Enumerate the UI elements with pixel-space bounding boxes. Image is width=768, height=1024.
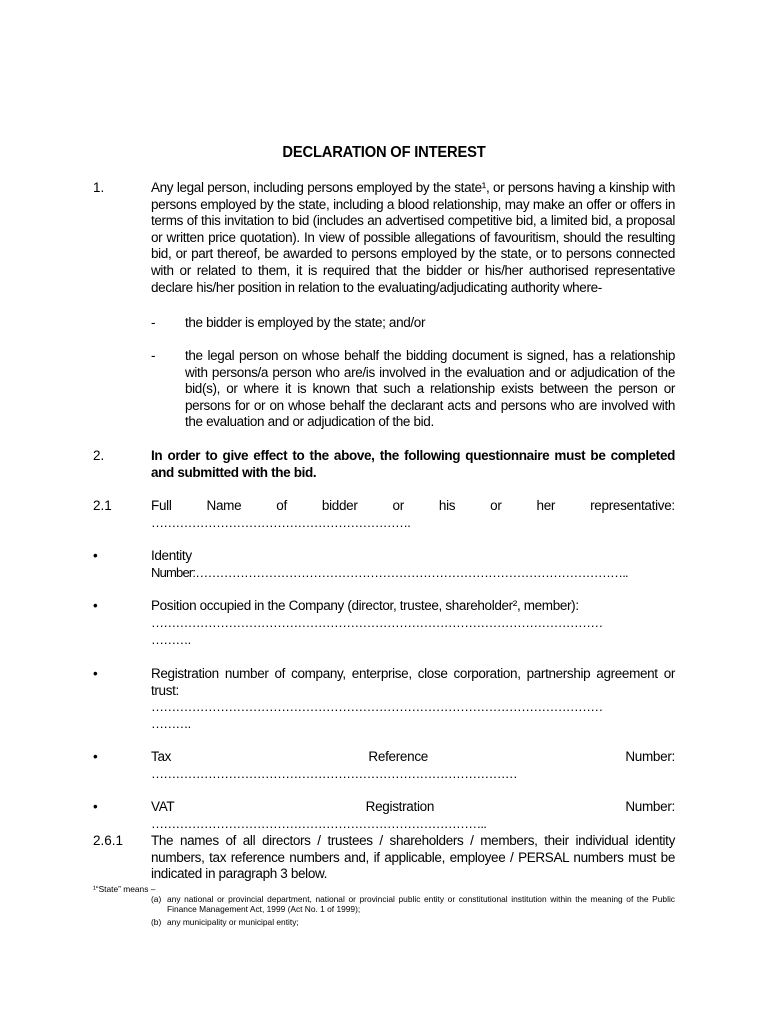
- item-2-6-1-number: 2.6.1: [93, 833, 124, 848]
- tax-number-field[interactable]: ………………………………………………………………………………: [151, 766, 518, 781]
- registration-field[interactable]: …………………………………………………………………………………………………: [151, 699, 603, 714]
- document-title: DECLARATION OF INTEREST: [282, 144, 486, 161]
- word: representative:: [590, 498, 675, 513]
- registration-label: Registration number of company, enterprise, close corporation, partnership agreement or trust:: [151, 666, 675, 698]
- bullet-2-marker: -: [151, 348, 156, 363]
- word: or: [490, 498, 502, 513]
- footnote-a-text: any national or provincial department, national or provincial public entity or constitutional institution within the meaning of the Public Finance Management Act, 1999 (Act No. 1 of 1999);: [167, 894, 675, 915]
- word: Number:: [625, 749, 675, 764]
- section-1-text: Any legal person, including persons employed by the state¹, or persons having a kinship with persons employed by the state, including a blood relationship, may make an offer or offers in terms of this invitation to bid (includes an advertised competitive bid, a limited bid, a proposal or written price quotation). In view of possible allegations of favouritism, should the resulting bid, or part thereof, be awarded to persons employed by the state, or to persons connected with or related to them, it is required that the bidder or his/her authorised representative declare his/her position in relation to the evaluating/adjudicating authority where-: [151, 180, 675, 295]
- section-1-number: 1.: [93, 180, 105, 195]
- word: Name: [206, 498, 242, 513]
- word: Number:: [625, 799, 675, 814]
- bullet-1-text: the bidder is employed by the state; and/or: [185, 315, 426, 330]
- vat-bullet: •: [93, 799, 98, 814]
- position-field-cont[interactable]: ……….: [151, 632, 191, 647]
- footnote-b-text: any municipality or municipal entity;: [167, 917, 299, 927]
- item-2-1-number: 2.1: [93, 498, 112, 513]
- word: Reference: [368, 749, 429, 764]
- word: her: [536, 498, 556, 513]
- registration-field-cont[interactable]: ……….: [151, 716, 191, 731]
- item-2-6-1-text: The names of all directors / trustees / shareholders / members, their individual identity numbers, tax reference numbers and, if applicable, employee / PERSAL numbers must be indicated in paragraph 3 below.: [151, 833, 675, 882]
- word: VAT: [151, 799, 175, 814]
- identity-bullet: •: [93, 548, 98, 563]
- word: Full: [151, 498, 172, 513]
- footnote-heading: ¹“State” means –: [93, 884, 156, 894]
- identity-label: Identity: [151, 548, 192, 563]
- identity-number-field[interactable]: Number:……………………………………………………………………………………………..: [151, 565, 628, 580]
- position-label: Position occupied in the Company (director, trustee, shareholder², member):: [151, 598, 579, 613]
- registration-bullet: •: [93, 666, 98, 681]
- section-2-text: In order to give effect to the above, the following questionnaire must be completed and submitted with the bid.: [151, 448, 675, 480]
- word: Tax: [151, 749, 172, 764]
- bullet-2-text: the legal person on whose behalf the bidding document is signed, has a relationship with persons/a person who are/is involved in the evaluation and or adjudication of the bid(s), or where it is known that such a relationship exists between the person or persons for or on whose behalf the declarant acts and persons who are involved with the evaluation and or adjudication of the bid.: [185, 348, 675, 430]
- footnote-b-label: (b): [151, 917, 162, 927]
- position-field[interactable]: …………………………………………………………………………………………………: [151, 615, 603, 630]
- word: or: [392, 498, 404, 513]
- position-bullet: •: [93, 598, 98, 613]
- word: of: [276, 498, 287, 513]
- footnote-a-label: (a): [151, 894, 162, 904]
- bullet-1-marker: -: [151, 315, 156, 330]
- full-name-label: [151, 498, 675, 515]
- tax-bullet: •: [93, 749, 98, 764]
- vat-label: [151, 799, 675, 816]
- tax-label: [151, 749, 675, 766]
- vat-number-field[interactable]: ………………………………………………………………………..: [151, 816, 487, 831]
- section-2-number: 2.: [93, 448, 105, 463]
- word: Registration: [365, 799, 435, 814]
- full-name-field[interactable]: ……………………………………………………….: [151, 515, 411, 530]
- word: his: [438, 498, 456, 513]
- word: bidder: [321, 498, 358, 513]
